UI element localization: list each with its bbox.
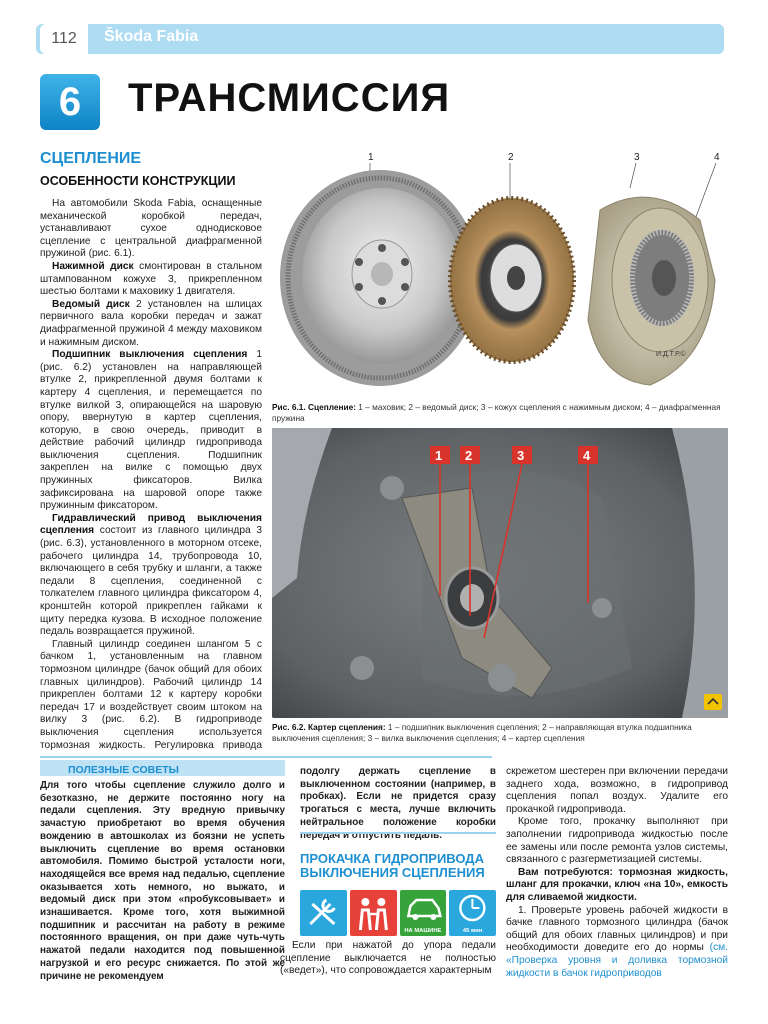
callout-label: 1: [368, 152, 374, 163]
tips-text: Для того чтобы сцепление служило долго и безотказно, не держите постоянно ногу на педали сцепления. Эту вредную привычку зачастую приобретают во время обучения вождению в автошколах из боязни не успеть выключить сцепление во время остановки автомобиля. Помимо быстрой усталости ноги, находящейся все время над педалью, сцепление оказывается хоть немного, но выжато, и ведомый диск при этом «пробуксовывает» и изнашивается. Кроме того, хотя выжимной подшипник и рассчитан на работу в режиме постоянного вращения, он при даже чуть-чуть нажатой педали находится под повышенной нагрузкой и его ресурс снижается. По этой же причине не рекомендуем: [40, 780, 285, 982]
paragraph: Если при нажатой до упора педали сцепление выключается не полностью («ведет»), что сопровождается характерным: [280, 940, 496, 977]
callout-label: 2: [508, 152, 514, 163]
divider: [40, 756, 492, 758]
divider: [300, 832, 496, 834]
figure-caption: Рис. 6.1. Сцепление: 1 – маховик; 2 – ведомый диск; 3 – кожух сцепления с нажимным диском; 4 – диафрагменная пружина: [272, 402, 721, 423]
tips-header: [40, 760, 285, 776]
paragraph: На автомобили Škoda Fabia, оснащенные механической коробкой передач, устанавливают сухое однодисковое сцепление с центральной диафрагменной пружиной (рис. 6.1).: [40, 198, 262, 260]
procedure-icons: [300, 890, 496, 936]
paragraph: Подшипник выключения сцепления 1 (рис. 6.2) установлен на направляющей втулке 2, прикрепленной двумя болтами к картеру 4 сцепления, и перемещается по втулке вилкой 3, опирающейся на шаровую опору, ввернутую в картер сцепления, которую, в свою очередь, приводит в действие рабочий цилиндр гидропривода выключения сцепления. Подшипник закреплен на вилке с помощью двух пружинных фиксаторов. Вилка зафиксирована на шаровой опоре также пружинным фиксатором.: [40, 349, 262, 512]
paragraph: Вам потребуются: тормозная жидкость, шланг для прокачки, ключ «на 10», емкость для сливаемой жидкости.: [506, 866, 728, 903]
paragraph: Главный цилиндр соединен шлангом 5 с бачком 1, установленным на главном тормозном цилиндре (бачок общий для обоих главных цилиндров). Рабочий цилиндр 14 прикреплен болтами 12 к картеру коробки передач 17 и воздействует своим штоком на вилку 3 (рис. 6.2). В гидроприводе выключения сцепления используется тормозная жидкость. Регулировка привода: [40, 638, 262, 751]
paragraph: скрежетом шестерен при включении передачи заднего хода, возможно, в гидропривод сцепления попал воздух. Удалите его прокачкой гидропривода.: [506, 766, 728, 815]
section-title: СЦЕПЛЕНИЕ: [40, 150, 142, 167]
book-title: Škoda Fabia: [104, 28, 199, 45]
two-people-icon: [350, 890, 397, 936]
body-text-left: [40, 198, 262, 754]
publisher-watermark: И.Д.Т.Р.©: [656, 351, 686, 358]
callout-label: 2: [465, 448, 473, 463]
page-number-box: [40, 24, 88, 54]
callout-label: 4: [583, 448, 591, 463]
paragraph: Ведомый диск 2 установлен на шлицах первичного вала коробки передач и зажат диафрагменной пружиной 4 между маховиком и нажимным диском.: [40, 298, 262, 348]
callout-label: 3: [634, 152, 640, 163]
tips-text-continued: подолгу держать сцепление в выключенном состоянии (например, в пробках). Если не придется сразу трогаться с места, лучше включить нейтральное положение коробки передач и отпустить педаль.: [300, 766, 496, 841]
paragraph: Нажимной диск смонтирован в стальном штампованном кожухе 3, прикрепленном шестью болтами к маховику 1 двигателя.: [40, 260, 262, 298]
clutch-parts-illustration: [270, 150, 730, 400]
callout-label: 3: [517, 448, 525, 463]
car-icon: НА МАШИНЕ: [400, 890, 447, 936]
figure-caption: Рис. 6.2. Картер сцепления: 1 – подшипник выключения сцепления; 2 – направляющая втулка подшипника выключения сцепления; 3 – вилка выключения сцепления; 4 – картер сцепления: [272, 722, 692, 743]
clock-icon: 45 мин: [449, 890, 496, 936]
clutch-housing-photo: [272, 428, 728, 718]
page-number: 112: [51, 30, 77, 47]
body-text-right: [506, 766, 728, 1018]
callout-label: 4: [714, 152, 720, 163]
paragraph: Гидравлический привод выключения сцепления состоит из главного цилиндра 3 (рис. 6.3), установленного в моторном отсеке, рабочего цилиндра 14, трубопровода 10, включающего в себя трубку и шланги, а также педали 8 сцепления, соединенной с толкателем главного цилиндра фиксатором 4, кронштейн которой прикреплен гайками к щиту передка кузова. В исходное положение педаль возвращается пружиной.: [40, 512, 262, 638]
tools-icon: [300, 890, 347, 936]
section-title: ПРОКАЧКА ГИДРОПРИВОДА ВЫКЛЮЧЕНИЯ СЦЕПЛЕНИЯ: [300, 851, 485, 880]
chapter-number: 6: [40, 74, 100, 130]
driven-disc-part: [450, 198, 574, 362]
paragraph: 1. Проверьте уровень рабочей жидкости в бачке главного тормозного цилиндра (бачок общий для обоих главных цилиндров) и при необходимости доведите его до нормы (см. «Проверка уровня и доливка тормозной жидкости в бачок гидроприводов: [506, 904, 728, 979]
chapter-title: ТРАНСМИССИЯ: [128, 76, 451, 120]
section-subtitle: ОСОБЕННОСТИ КОНСТРУКЦИИ: [40, 174, 236, 188]
callout-label: 1: [435, 448, 443, 463]
cross-reference-link[interactable]: (см. «Проверка уровня и доливка тормозной жидкости в бачок гидроприводов: [506, 942, 728, 979]
tips-title: ПОЛЕЗНЫЕ СОВЕТЫ: [68, 764, 179, 776]
flywheel-part: [280, 170, 480, 386]
paragraph: Кроме того, прокачку выполняют при заполнении гидропривода жидкостью после ее замены или после ремонта узлов системы, связанного с разгерметизацией системы.: [506, 816, 728, 866]
clutch-cover-part: [588, 197, 715, 385]
body-text-middle: [280, 940, 496, 978]
